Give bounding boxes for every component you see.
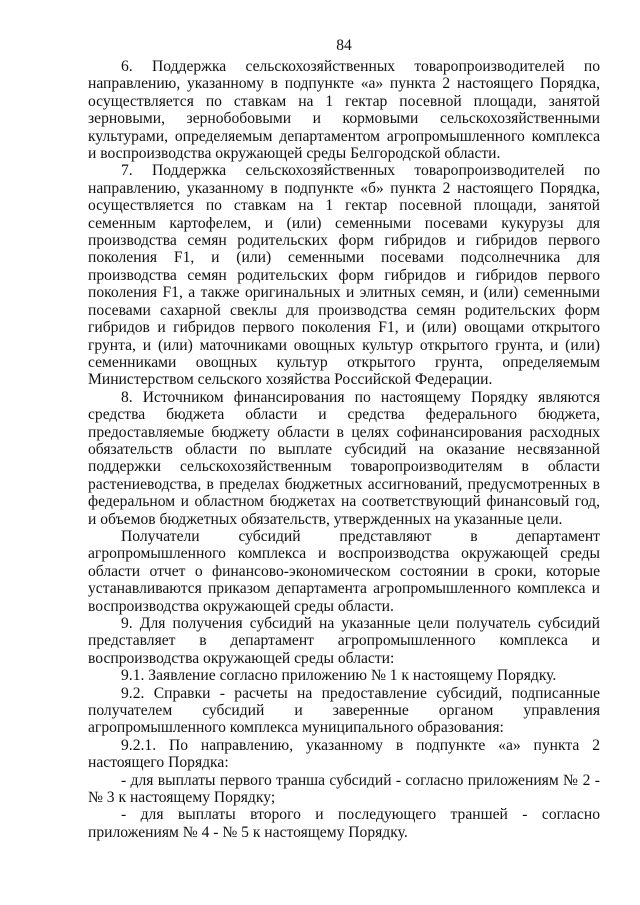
page-number: 84	[336, 37, 352, 54]
paragraph-reporting: Получатели субсидий представляют в департамент агропромышленного комплекса и воспроизводства окружающей среды области отчет о финансово-экономическом состоянии в сроки, которые устанавливаются приказом департамента агропромышленного комплекса и воспроизводства окружающей среды области.	[88, 527, 600, 615]
paragraph-9-2-1: 9.2.1. По направлению, указанному в подпункте «а» пункта 2 настоящего Порядка:	[88, 736, 600, 772]
paragraph-9-1: 9.1. Заявление согласно приложению № 1 к настоящему Порядку.	[121, 667, 557, 685]
list-item-first-tranche: - для выплаты первого транша субсидий - согласно приложениям № 2 - № 3 к настоящему Порядку;	[88, 771, 600, 807]
paragraph-6: 6. Поддержка сельскохозяйственных товаропроизводителей по направлению, указанному в подпункте «а» пункта 2 настоящего Порядка, осуществляется по ставкам на 1 гектар посевной площади, занятой зерновыми, зернобобовыми и кормовыми сельскохозяйственными культурами, определяемым департаментом агропромышленного комплекса и воспроизводства окружающей среды Белгородской области.	[88, 58, 600, 163]
paragraph-7: 7. Поддержка сельскохозяйственных товаропроизводителей по направлению, указанному в подпункте «б» пункта 2 настоящего Порядка, осуществляется по ставкам на 1 гектар посевной площади, занятой семенным картофелем, и (или) семенными посевами кукурузы для производства семян родительских форм гибридов и гибридов первого поколения F1, и (или) семенными посевами подсолнечника для производства семян родительских форм гибридов и гибридов первого поколения F1, а также оригинальных и элитных семян, и (или) семенными посевами сахарной свеклы для производства семян родительских форм гибридов и гибридов первого поколения F1, и (или) овощами открытого грунта, и (или) маточниками овощных культур открытого грунта, и (или) семенниками овощных культур открытого грунта, определяемым Министерством сельского хозяйства Российской Федерации.	[88, 162, 600, 389]
paragraph-9-2: 9.2. Справки - расчеты на предоставление субсидий, подписанные получателем субсидий и заверенные органом управления агропромышленного комплекса муниципального образования:	[88, 684, 600, 737]
list-item-second-tranche: - для выплаты второго и последующего траншей - согласно приложениям № 4 - № 5 к настоящему Порядку.	[88, 806, 600, 841]
paragraph-8: 8. Источником финансирования по настоящему Порядку являются средства бюджета области и средства федерального бюджета, предоставляемые бюджету области в целях софинансирования расходных обязательств области по выплате субсидий на оказание несвязанной поддержки сельскохозяйственным товаропроизводителям в области растениеводства, в пределах бюджетных ассигнований, предусмотренных в федеральном и областном бюджетах на соответствующий финансовый год, и объемов бюджетных обязательств, утвержденных на указанные цели.	[88, 388, 600, 528]
paragraph-9: 9. Для получения субсидий на указанные цели получатель субсидий представляет в департамент агропромышленного комплекса и воспроизводства окружающей среды области:	[88, 615, 600, 667]
